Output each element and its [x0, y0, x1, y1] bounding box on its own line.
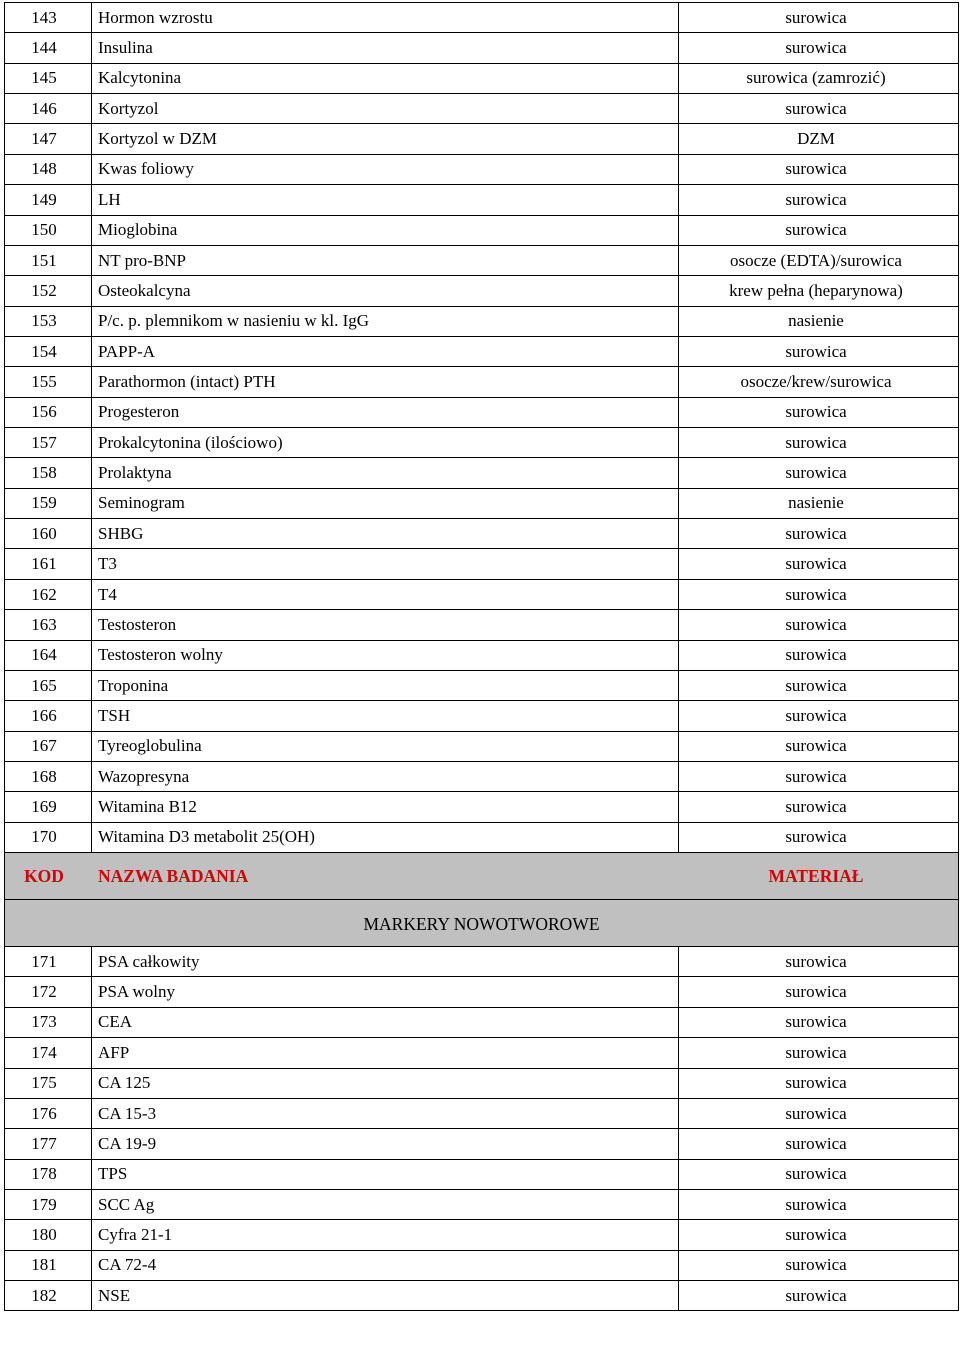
code-cell: 170 — [5, 822, 92, 852]
code-cell: 179 — [5, 1189, 92, 1219]
test-name-cell: Prolaktyna — [92, 458, 679, 488]
test-name-cell: Tyreoglobulina — [92, 731, 679, 761]
material-cell: surowica — [679, 977, 959, 1007]
code-cell: 167 — [5, 731, 92, 761]
material-cell: surowica — [679, 792, 959, 822]
table-row — [5, 977, 959, 1007]
material-cell: surowica — [679, 1281, 959, 1311]
material-cell: krew pełna (heparynowa) — [679, 276, 959, 306]
material-cell: surowica — [679, 336, 959, 366]
test-name-cell: NSE — [92, 1281, 679, 1311]
test-name-cell: Mioglobina — [92, 215, 679, 245]
test-name-cell: Witamina D3 metabolit 25(OH) — [92, 822, 679, 852]
table-row — [5, 1098, 959, 1128]
column-header-name: NAZWA BADANIA — [92, 853, 679, 900]
test-name-cell: Wazopresyna — [92, 761, 679, 791]
test-name-cell: Kortyzol — [92, 94, 679, 124]
code-cell: 177 — [5, 1129, 92, 1159]
test-name-cell: SCC Ag — [92, 1189, 679, 1219]
test-name-cell: Progesteron — [92, 397, 679, 427]
test-name-cell: Prokalcytonina (ilościowo) — [92, 428, 679, 458]
test-name-cell: SHBG — [92, 519, 679, 549]
test-name-cell: TPS — [92, 1159, 679, 1189]
material-cell: osocze (EDTA)/surowica — [679, 245, 959, 275]
code-cell: 148 — [5, 154, 92, 184]
code-cell: 155 — [5, 367, 92, 397]
test-name-cell: Hormon wzrostu — [92, 3, 679, 33]
code-cell: 176 — [5, 1098, 92, 1128]
code-cell: 150 — [5, 215, 92, 245]
material-cell: surowica — [679, 1159, 959, 1189]
material-cell: surowica — [679, 701, 959, 731]
material-cell: surowica — [679, 731, 959, 761]
section-title-row — [5, 900, 959, 947]
material-cell: surowica — [679, 947, 959, 977]
table-section-top — [5, 3, 959, 853]
column-header-code: KOD — [5, 853, 92, 900]
material-cell: surowica — [679, 761, 959, 791]
material-cell: surowica — [679, 1068, 959, 1098]
material-cell: surowica — [679, 519, 959, 549]
table-row — [5, 428, 959, 458]
test-name-cell: PSA całkowity — [92, 947, 679, 977]
material-cell: nasienie — [679, 488, 959, 518]
test-name-cell: PAPP-A — [92, 336, 679, 366]
code-cell: 178 — [5, 1159, 92, 1189]
table-row — [5, 1007, 959, 1037]
test-name-cell: NT pro-BNP — [92, 245, 679, 275]
test-name-cell: TSH — [92, 701, 679, 731]
table-row — [5, 1220, 959, 1250]
code-cell: 182 — [5, 1281, 92, 1311]
test-name-cell: P/c. p. plemnikom w nasieniu w kl. IgG — [92, 306, 679, 336]
test-name-cell: T4 — [92, 579, 679, 609]
table-row — [5, 640, 959, 670]
code-cell: 160 — [5, 519, 92, 549]
test-name-cell: Insulina — [92, 33, 679, 63]
material-cell: surowica — [679, 549, 959, 579]
code-cell: 175 — [5, 1068, 92, 1098]
test-name-cell: T3 — [92, 549, 679, 579]
table-row — [5, 822, 959, 852]
table-row — [5, 579, 959, 609]
material-cell: surowica — [679, 1129, 959, 1159]
code-cell: 174 — [5, 1038, 92, 1068]
code-cell: 157 — [5, 428, 92, 458]
test-name-cell: CA 72-4 — [92, 1250, 679, 1280]
code-cell: 146 — [5, 94, 92, 124]
table-section-bottom — [5, 947, 959, 1311]
material-cell: surowica — [679, 1098, 959, 1128]
table-row — [5, 245, 959, 275]
material-cell: surowica — [679, 1007, 959, 1037]
material-cell: DZM — [679, 124, 959, 154]
material-cell: surowica — [679, 154, 959, 184]
test-name-cell: Testosteron wolny — [92, 640, 679, 670]
code-cell: 162 — [5, 579, 92, 609]
code-cell: 147 — [5, 124, 92, 154]
test-name-cell: Witamina B12 — [92, 792, 679, 822]
material-cell: osocze/krew/surowica — [679, 367, 959, 397]
material-cell: surowica — [679, 579, 959, 609]
code-cell: 169 — [5, 792, 92, 822]
material-cell: surowica — [679, 428, 959, 458]
table-row — [5, 33, 959, 63]
test-name-cell: CEA — [92, 1007, 679, 1037]
table-row — [5, 276, 959, 306]
code-cell: 168 — [5, 761, 92, 791]
material-cell: surowica — [679, 1038, 959, 1068]
code-cell: 156 — [5, 397, 92, 427]
column-header-material: MATERIAŁ — [679, 853, 959, 900]
table-row — [5, 731, 959, 761]
code-cell: 152 — [5, 276, 92, 306]
code-cell: 149 — [5, 185, 92, 215]
code-cell: 180 — [5, 1220, 92, 1250]
material-cell: surowica — [679, 94, 959, 124]
table-row — [5, 367, 959, 397]
material-cell: surowica — [679, 215, 959, 245]
test-name-cell: Troponina — [92, 670, 679, 700]
material-cell: surowica — [679, 1220, 959, 1250]
material-cell: nasienie — [679, 306, 959, 336]
table-row — [5, 947, 959, 977]
code-cell: 144 — [5, 33, 92, 63]
table-row — [5, 519, 959, 549]
test-name-cell: AFP — [92, 1038, 679, 1068]
material-cell: surowica — [679, 185, 959, 215]
test-name-cell: CA 19-9 — [92, 1129, 679, 1159]
test-name-cell: CA 15-3 — [92, 1098, 679, 1128]
table-row — [5, 1038, 959, 1068]
table-row — [5, 792, 959, 822]
table-header-group — [5, 853, 959, 947]
material-cell: surowica — [679, 670, 959, 700]
material-cell: surowica — [679, 397, 959, 427]
table-row — [5, 154, 959, 184]
table-row — [5, 1159, 959, 1189]
table-row — [5, 94, 959, 124]
code-cell: 172 — [5, 977, 92, 1007]
code-cell: 151 — [5, 245, 92, 275]
section-title: MARKERY NOWOTWOROWE — [5, 900, 959, 947]
code-cell: 164 — [5, 640, 92, 670]
table-row — [5, 549, 959, 579]
test-name-cell: Seminogram — [92, 488, 679, 518]
test-name-cell: Osteokalcyna — [92, 276, 679, 306]
table-row — [5, 3, 959, 33]
table-row — [5, 1281, 959, 1311]
code-cell: 181 — [5, 1250, 92, 1280]
table-row — [5, 670, 959, 700]
table-row — [5, 124, 959, 154]
table-row — [5, 610, 959, 640]
table-row — [5, 185, 959, 215]
table-row — [5, 1189, 959, 1219]
code-cell: 143 — [5, 3, 92, 33]
material-cell: surowica — [679, 33, 959, 63]
test-name-cell: Testosteron — [92, 610, 679, 640]
code-cell: 171 — [5, 947, 92, 977]
column-header-row — [5, 853, 959, 900]
test-name-cell: PSA wolny — [92, 977, 679, 1007]
test-name-cell: LH — [92, 185, 679, 215]
table-row — [5, 1250, 959, 1280]
table-row — [5, 1068, 959, 1098]
table-row — [5, 1129, 959, 1159]
code-cell: 161 — [5, 549, 92, 579]
test-name-cell: Cyfra 21-1 — [92, 1220, 679, 1250]
material-cell: surowica — [679, 640, 959, 670]
material-cell: surowica — [679, 822, 959, 852]
table-row — [5, 215, 959, 245]
material-cell: surowica (zamrozić) — [679, 63, 959, 93]
table-row — [5, 458, 959, 488]
code-cell: 153 — [5, 306, 92, 336]
test-name-cell: CA 125 — [92, 1068, 679, 1098]
table-row — [5, 488, 959, 518]
test-name-cell: Kalcytonina — [92, 63, 679, 93]
material-cell: surowica — [679, 458, 959, 488]
table-row — [5, 761, 959, 791]
code-cell: 159 — [5, 488, 92, 518]
table-row — [5, 701, 959, 731]
material-cell: surowica — [679, 1189, 959, 1219]
code-cell: 163 — [5, 610, 92, 640]
table-row — [5, 336, 959, 366]
code-cell: 145 — [5, 63, 92, 93]
material-cell: surowica — [679, 1250, 959, 1280]
test-price-table — [4, 2, 959, 1311]
code-cell: 165 — [5, 670, 92, 700]
code-cell: 154 — [5, 336, 92, 366]
material-cell: surowica — [679, 3, 959, 33]
table-row — [5, 306, 959, 336]
code-cell: 173 — [5, 1007, 92, 1037]
test-name-cell: Parathormon (intact) PTH — [92, 367, 679, 397]
code-cell: 166 — [5, 701, 92, 731]
code-cell: 158 — [5, 458, 92, 488]
material-cell: surowica — [679, 610, 959, 640]
test-name-cell: Kortyzol w DZM — [92, 124, 679, 154]
table-row — [5, 63, 959, 93]
table-row — [5, 397, 959, 427]
test-name-cell: Kwas foliowy — [92, 154, 679, 184]
